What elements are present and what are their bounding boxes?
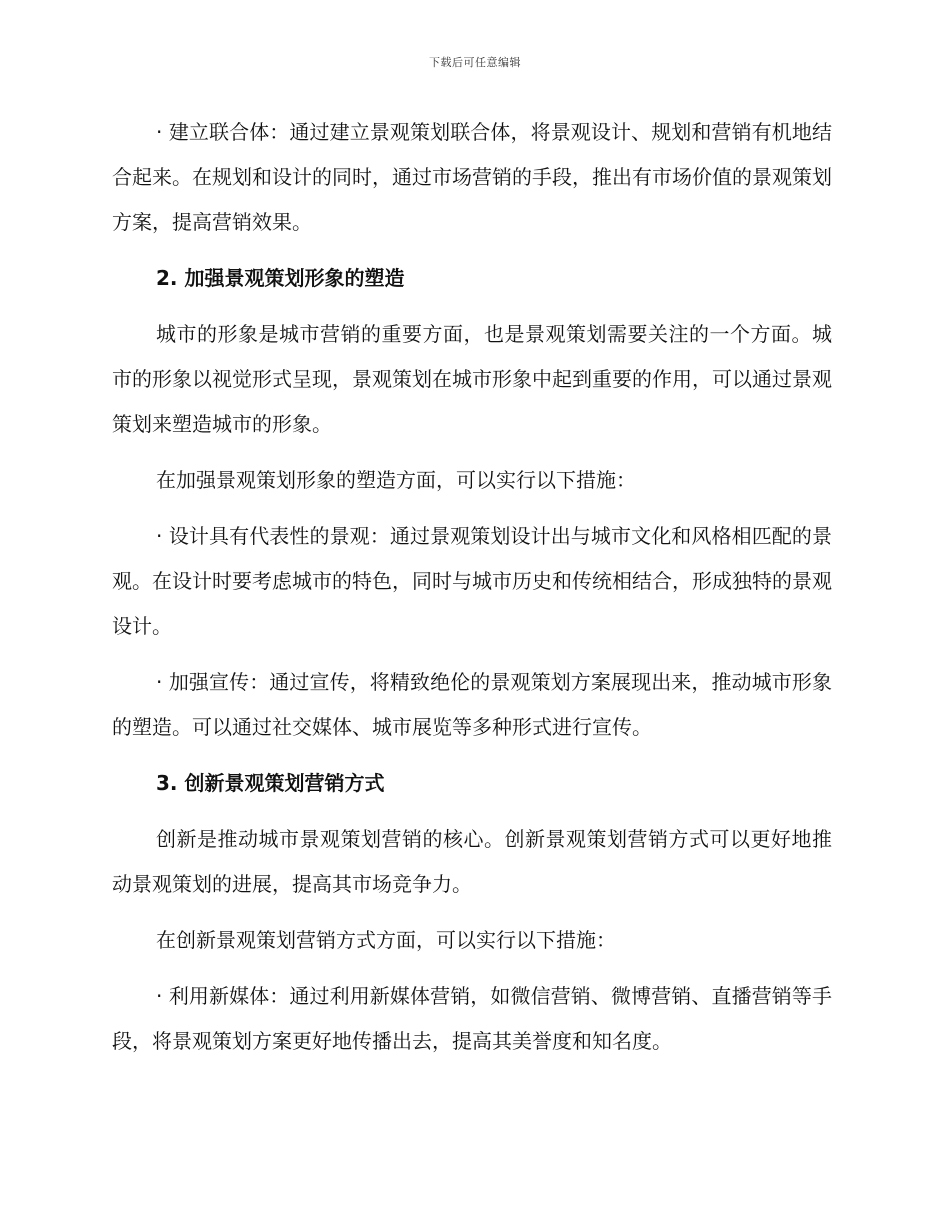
paragraph-city-image: 城市的形象是城市营销的重要方面，也是景观策划需要关注的一个方面。城市的形象以视觉形式呈现，景观策划在城市形象中起到重要的作用，可以通过景观策划来塑造城市的形象。 (112, 322, 832, 436)
paragraph-strengthen-promotion: · 加强宣传：通过宣传，将精致绝伦的景观策划方案展现出来，推动城市形象的塑造。可以通过社交媒体、城市展览等多种形式进行宣传。 (112, 670, 832, 739)
paragraph-innovation-core: 创新是推动城市景观策划营销的核心。创新景观策划营销方式可以更好地推动景观策划的进展，提高其市场竞争力。 (112, 827, 832, 896)
page-header: 下载后可任意编辑 (429, 56, 521, 69)
paragraph-new-media: · 利用新媒体：通过利用新媒体营销，如微信营销、微博营销、直播营销等手段，将景观策划方案更好地传播出去，提高其美誉度和知名度。 (112, 984, 832, 1053)
paragraph-establish-alliance: · 建立联合体：通过建立景观策划联合体，将景观设计、规划和营销有机地结合起来。在规划和设计的同时，通过市场营销的手段，推出有市场价值的景观策划方案，提高营销效果。 (112, 120, 832, 234)
paragraph-representative-landscape: · 设计具有代表性的景观：通过景观策划设计出与城市文化和风格相匹配的景观。在设计时要考虑城市的特色，同时与城市历史和传统相结合，形成独特的景观设计。 (112, 524, 832, 638)
paragraph-image-measures-intro: 在加强景观策划形象的塑造方面，可以实行以下措施： (156, 468, 636, 492)
paragraph-innovation-measures-intro: 在创新景观策划营销方式方面，可以实行以下措施： (156, 928, 616, 952)
document-body (112, 110, 832, 1075)
section-heading-image-shaping: 2. 加强景观策划形象的塑造 (156, 266, 405, 290)
section-heading-innovative-marketing: 3. 创新景观策划营销方式 (156, 771, 385, 795)
